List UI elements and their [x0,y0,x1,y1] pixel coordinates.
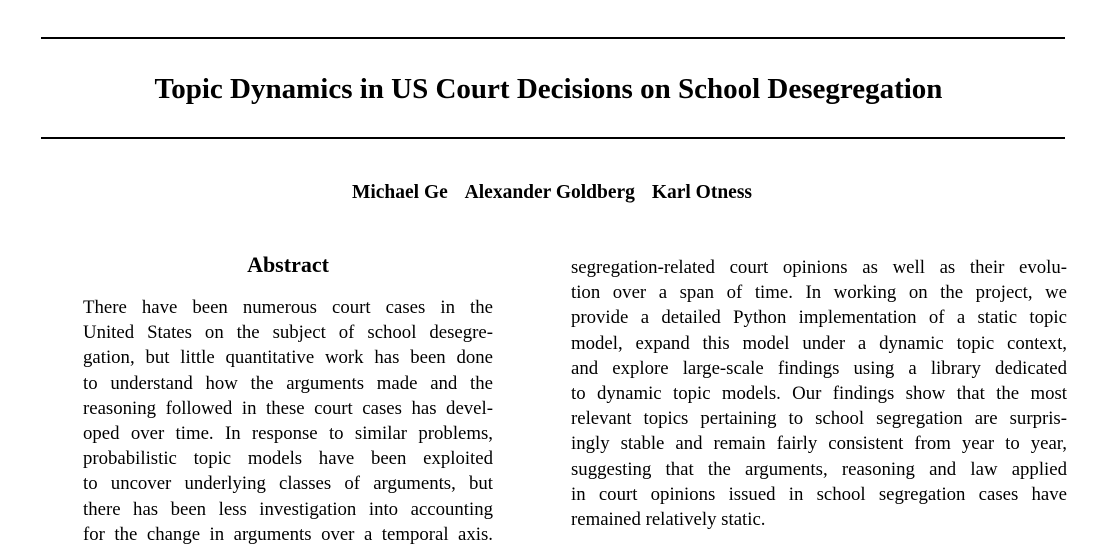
abstract-line: United States on the subject of school desegre- [83,322,493,344]
abstract-line: remained relatively static. [571,508,766,530]
author-name: Alexander Goldberg [464,182,635,203]
abstract-line: and explore large-scale findings using a library dedicated [571,357,1067,379]
abstract-line: provide a detailed Python implementation of a static topic [571,307,1067,329]
title-rule-top [41,37,1065,39]
abstract-line: gation, but little quantitative work has been done [83,347,493,369]
abstract-line: model, expand this model under a dynamic topic context, [571,332,1067,354]
paper-title: Topic Dynamics in US Court Decisions on School Desegregation [154,73,943,105]
abstract-column-right [571,255,1067,532]
author-name: Karl Otness [651,182,753,203]
abstract-line: oped over time. In response to similar problems, [83,422,493,444]
abstract-line: There have been numerous court cases in the [83,297,493,318]
abstract-line: to dynamic topic models. Our findings show that the most [571,382,1067,404]
abstract-column-left [83,295,493,547]
abstract-line: for the change in arguments over a temporal axis. [83,523,493,545]
author-name: Michael Ge [351,182,448,203]
abstract-heading: Abstract [247,252,329,277]
abstract-line: to understand how the arguments made and the [83,372,493,394]
abstract-line: to uncover underlying classes of arguments, but [83,473,493,495]
abstract-line: suggesting that the arguments, reasoning and law applied [571,458,1067,480]
abstract-line: probabilistic topic models have been exploited [83,448,493,470]
abstract-line: segregation-related court opinions as well as their evolu- [571,257,1067,278]
abstract-line: there has been less investigation into accounting [83,498,493,520]
abstract-line: reasoning followed in these court cases has devel- [83,397,493,419]
abstract-line: in court opinions issued in school segregation cases have [571,483,1067,505]
author-list [0,180,1097,206]
title-rule-bottom [41,137,1065,139]
abstract-line: ingly stable and remain fairly consistent from year to year, [571,433,1067,455]
abstract-line: relevant topics pertaining to school segregation are surpris- [571,408,1067,430]
abstract-line: tion over a span of time. In working on the project, we [571,282,1067,304]
